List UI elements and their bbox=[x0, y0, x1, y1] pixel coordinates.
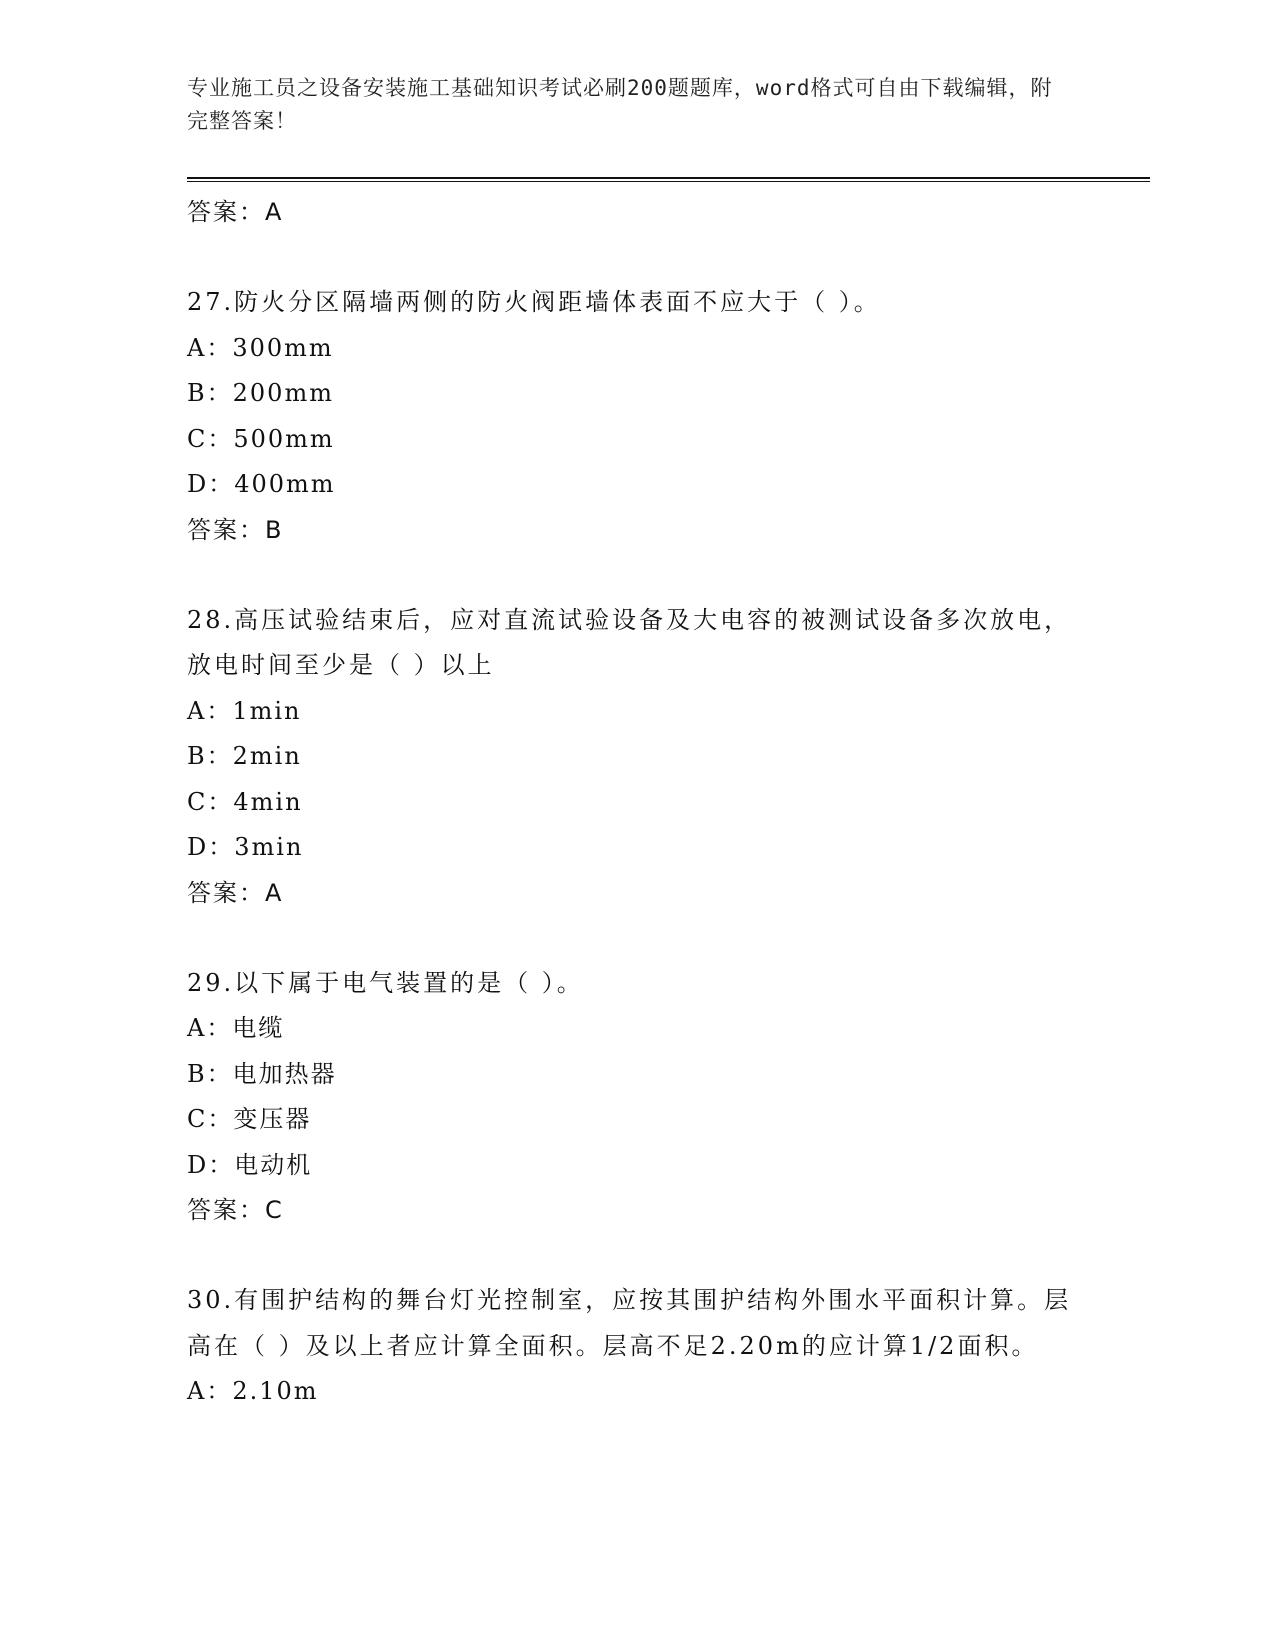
question-text: 27.防火分区隔墙两侧的防火阀距墙体表面不应大于（ ）。 bbox=[187, 288, 881, 316]
option-c: C：4min bbox=[187, 787, 303, 816]
question-29 bbox=[187, 961, 1077, 1234]
option-d: D：电动机 bbox=[187, 1150, 313, 1179]
option-a: A：300mm bbox=[187, 333, 334, 362]
question-text: 29.以下属于电气装置的是（ ）。 bbox=[187, 968, 584, 997]
option-a: A：2.10m bbox=[187, 1377, 319, 1405]
header-divider-thin bbox=[187, 181, 1150, 182]
answer-line: 答案：A bbox=[187, 878, 284, 907]
question-text: 28.高压试验结束后，应对直流试验设备及大电容的被测试设备多次放电，放电时间至少是（ ）以上 bbox=[187, 605, 1072, 679]
answer-line: 答案：A bbox=[187, 198, 284, 226]
question-30 bbox=[187, 1278, 1077, 1415]
option-c: C：变压器 bbox=[187, 1105, 312, 1133]
document-header: 专业施工员之设备安装施工基础知识考试必刷200题题库，word格式可自由下载编辑，附完整答案！ bbox=[187, 76, 1053, 133]
option-b: B：200mm bbox=[187, 379, 334, 407]
option-b: B：电加热器 bbox=[187, 1059, 337, 1088]
option-d: D：400mm bbox=[187, 470, 336, 498]
header-divider bbox=[187, 177, 1150, 179]
option-a: A：1min bbox=[187, 696, 302, 725]
option-c: C：500mm bbox=[187, 424, 335, 453]
question-text: 30.有围护结构的舞台灯光控制室，应按其围护结构外围水平面积计算。层高在（ ）及以上者应计算全面积。层高不足2.20m的应计算1/2面积。 bbox=[187, 1286, 1072, 1360]
document-body bbox=[187, 190, 1077, 1415]
question-27 bbox=[187, 280, 1077, 553]
option-d: D：3min bbox=[187, 833, 304, 861]
answer-line: 答案：B bbox=[187, 515, 284, 544]
option-b: B：2min bbox=[187, 742, 302, 770]
question-28 bbox=[187, 598, 1077, 916]
option-a: A：电缆 bbox=[187, 1014, 285, 1042]
answer-line: 答案：C bbox=[187, 1196, 284, 1224]
